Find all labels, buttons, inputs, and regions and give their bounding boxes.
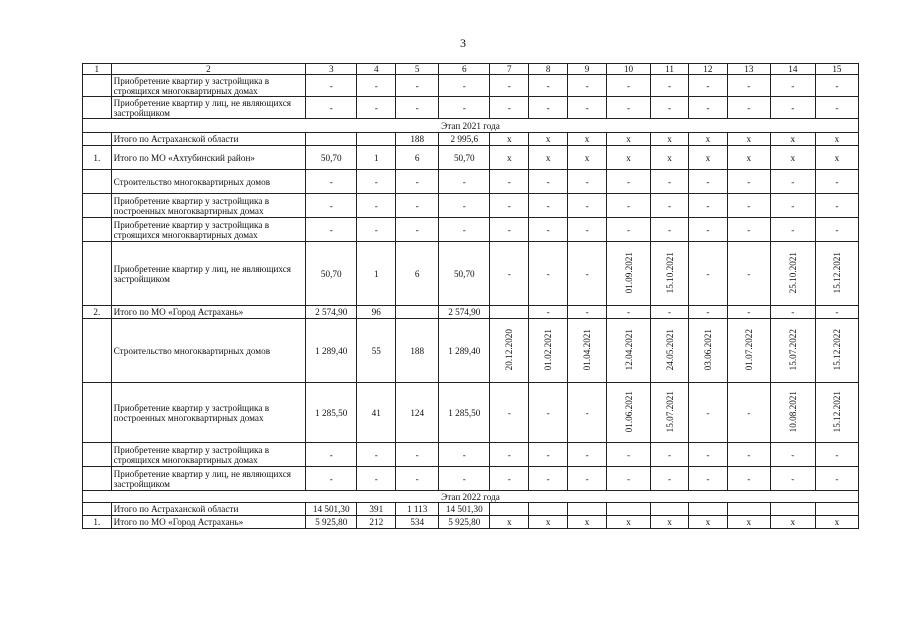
value-cell: x <box>770 133 815 146</box>
value-cell: - <box>688 170 727 194</box>
value-cell: 534 <box>396 516 439 529</box>
value-cell: x <box>815 133 858 146</box>
row-number-cell <box>83 170 112 194</box>
value-cell: 124 <box>396 383 439 443</box>
value-cell: 55 <box>357 319 396 383</box>
row-number-cell <box>83 97 112 119</box>
value-cell: 5 925,80 <box>439 516 490 529</box>
value-cell: 1 <box>357 146 396 170</box>
value-cell: - <box>688 218 727 242</box>
value-cell: - <box>727 383 770 443</box>
date-value: 24.05.2021 <box>664 328 675 371</box>
value-cell: - <box>770 97 815 119</box>
value-cell: x <box>607 146 651 170</box>
column-number-cell: 10 <box>607 64 651 75</box>
value-cell: - <box>651 75 689 97</box>
value-cell: 50,70 <box>439 146 490 170</box>
date-value: 15.07.2021 <box>664 390 675 433</box>
value-cell <box>357 133 396 146</box>
value-cell <box>688 503 727 516</box>
value-cell: 188 <box>396 133 439 146</box>
column-number-cell: 13 <box>727 64 770 75</box>
value-cell: - <box>815 218 858 242</box>
value-cell: - <box>688 194 727 218</box>
value-cell: - <box>357 170 396 194</box>
row-number-cell <box>83 218 112 242</box>
value-cell <box>770 242 815 306</box>
table-row <box>83 146 859 170</box>
value-cell: 50,70 <box>306 242 357 306</box>
value-cell: - <box>490 75 529 97</box>
value-cell: 1 285,50 <box>306 383 357 443</box>
value-cell <box>651 503 689 516</box>
table-body <box>83 64 859 529</box>
value-cell: - <box>815 194 858 218</box>
value-cell: - <box>568 306 607 319</box>
row-name-cell: Итого по Астраханской области <box>111 133 306 146</box>
value-cell: - <box>688 75 727 97</box>
column-number-cell: 1 <box>83 64 112 75</box>
value-cell: - <box>651 194 689 218</box>
column-number-cell: 15 <box>815 64 858 75</box>
column-number-cell: 9 <box>568 64 607 75</box>
date-value: 01.09.2021 <box>623 251 634 294</box>
value-cell: - <box>607 306 651 319</box>
date-value: 15.07.2022 <box>787 328 798 371</box>
value-cell: - <box>688 383 727 443</box>
value-cell: - <box>357 75 396 97</box>
value-cell: x <box>651 133 689 146</box>
row-number-cell: 1. <box>83 146 112 170</box>
value-cell: - <box>815 170 858 194</box>
value-cell: x <box>651 146 689 170</box>
column-number-row <box>83 64 859 75</box>
row-name-cell: Приобретение квартир у лиц, не являющихся застройщиком <box>111 242 306 306</box>
value-cell: - <box>770 306 815 319</box>
value-cell: x <box>727 146 770 170</box>
value-cell: - <box>688 242 727 306</box>
value-cell: - <box>490 242 529 306</box>
value-cell: x <box>770 516 815 529</box>
date-value: 10.08.2021 <box>787 390 798 433</box>
value-cell: 391 <box>357 503 396 516</box>
value-cell: - <box>727 170 770 194</box>
value-cell: - <box>568 97 607 119</box>
value-cell: - <box>439 194 490 218</box>
value-cell: - <box>568 170 607 194</box>
value-cell: - <box>529 242 568 306</box>
value-cell: - <box>607 218 651 242</box>
date-value: 01.06.2021 <box>623 390 634 433</box>
row-number-cell <box>83 467 112 491</box>
row-name-cell: Приобретение квартир у застройщика в строящихся многоквартирных домах <box>111 443 306 467</box>
value-cell: - <box>688 306 727 319</box>
row-number-cell <box>83 319 112 383</box>
value-cell: x <box>815 146 858 170</box>
value-cell: - <box>396 75 439 97</box>
row-number-cell <box>83 383 112 443</box>
value-cell: 14 501,30 <box>439 503 490 516</box>
column-number-cell: 14 <box>770 64 815 75</box>
value-cell: - <box>529 194 568 218</box>
value-cell: - <box>396 467 439 491</box>
table-row <box>83 194 859 218</box>
value-cell: - <box>770 194 815 218</box>
row-name-cell: Приобретение квартир у застройщика в строящихся многоквартирных домах <box>111 218 306 242</box>
value-cell: - <box>727 306 770 319</box>
value-cell: - <box>770 218 815 242</box>
value-cell <box>770 503 815 516</box>
table-row <box>83 516 859 529</box>
value-cell: - <box>439 75 490 97</box>
value-cell: - <box>770 443 815 467</box>
value-cell <box>490 319 529 383</box>
value-cell: - <box>396 170 439 194</box>
value-cell: - <box>815 306 858 319</box>
column-number-cell: 12 <box>688 64 727 75</box>
value-cell: - <box>651 97 689 119</box>
value-cell: - <box>568 194 607 218</box>
table-row <box>83 170 859 194</box>
value-cell: x <box>490 516 529 529</box>
row-name-cell: Приобретение квартир у лиц, не являющихся застройщиком <box>111 97 306 119</box>
row-number-cell: 1. <box>83 516 112 529</box>
value-cell: - <box>727 97 770 119</box>
value-cell <box>306 133 357 146</box>
value-cell: - <box>306 467 357 491</box>
value-cell: - <box>439 467 490 491</box>
value-cell: 2 995,6 <box>439 133 490 146</box>
value-cell: 212 <box>357 516 396 529</box>
value-cell: - <box>651 467 689 491</box>
value-cell: - <box>568 75 607 97</box>
column-number-cell: 3 <box>306 64 357 75</box>
value-cell <box>568 319 607 383</box>
value-cell: - <box>607 97 651 119</box>
value-cell: - <box>357 194 396 218</box>
page-number: 3 <box>460 36 466 50</box>
table-row <box>83 503 859 516</box>
value-cell: - <box>396 97 439 119</box>
value-cell: - <box>306 194 357 218</box>
value-cell: 96 <box>357 306 396 319</box>
value-cell: x <box>770 146 815 170</box>
stage-label: Этап 2022 года <box>83 491 859 503</box>
value-cell <box>815 242 858 306</box>
row-number-cell <box>83 503 112 516</box>
value-cell: - <box>490 443 529 467</box>
value-cell: 50,70 <box>306 146 357 170</box>
value-cell <box>651 319 689 383</box>
value-cell: 41 <box>357 383 396 443</box>
stage-row <box>83 119 859 133</box>
value-cell: - <box>529 170 568 194</box>
row-name-cell: Приобретение квартир у лиц, не являющихся застройщиком <box>111 467 306 491</box>
value-cell: - <box>396 218 439 242</box>
value-cell <box>815 383 858 443</box>
row-name-cell: Итого по МО «Город Астрахань» <box>111 306 306 319</box>
value-cell: 1 285,50 <box>439 383 490 443</box>
date-value: 15.12.2021 <box>831 251 842 294</box>
value-cell <box>529 319 568 383</box>
value-cell <box>815 319 858 383</box>
row-name-cell: Приобретение квартир у застройщика в построенных многоквартирных домах <box>111 383 306 443</box>
value-cell: - <box>651 218 689 242</box>
value-cell: - <box>607 194 651 218</box>
value-cell <box>529 503 568 516</box>
row-name-cell: Приобретение квартир у застройщика в строящихся многоквартирных домах <box>111 75 306 97</box>
row-name-cell: Приобретение квартир у застройщика в построенных многоквартирных домах <box>111 194 306 218</box>
value-cell: x <box>607 516 651 529</box>
date-value: 01.07.2022 <box>743 328 754 371</box>
value-cell: - <box>529 383 568 443</box>
row-number-cell <box>83 194 112 218</box>
value-cell: - <box>651 306 689 319</box>
value-cell: 2 574,90 <box>306 306 357 319</box>
value-cell: - <box>607 443 651 467</box>
row-name-cell: Итого по МО «Город Астрахань» <box>111 516 306 529</box>
value-cell: x <box>815 516 858 529</box>
table-row <box>83 467 859 491</box>
value-cell: x <box>688 516 727 529</box>
row-number-cell <box>83 75 112 97</box>
value-cell: x <box>727 133 770 146</box>
column-number-cell: 4 <box>357 64 396 75</box>
value-cell: - <box>439 170 490 194</box>
value-cell: - <box>815 443 858 467</box>
stage-label: Этап 2021 года <box>83 119 859 133</box>
value-cell <box>651 383 689 443</box>
value-cell: - <box>727 467 770 491</box>
stage-row <box>83 491 859 503</box>
value-cell: x <box>607 133 651 146</box>
value-cell: x <box>651 516 689 529</box>
value-cell <box>607 383 651 443</box>
value-cell: x <box>568 516 607 529</box>
value-cell <box>607 319 651 383</box>
column-number-cell: 7 <box>490 64 529 75</box>
value-cell <box>688 319 727 383</box>
value-cell: - <box>439 443 490 467</box>
value-cell: - <box>727 194 770 218</box>
table-row <box>83 75 859 97</box>
date-value: 01.02.2021 <box>543 328 554 371</box>
table-row <box>83 306 859 319</box>
value-cell: - <box>688 97 727 119</box>
date-value: 20.12.2020 <box>504 328 515 371</box>
value-cell: - <box>529 218 568 242</box>
value-cell <box>651 242 689 306</box>
value-cell: - <box>306 97 357 119</box>
value-cell: - <box>357 443 396 467</box>
value-cell: - <box>490 218 529 242</box>
value-cell <box>607 242 651 306</box>
value-cell: - <box>439 218 490 242</box>
table-row <box>83 97 859 119</box>
value-cell: - <box>770 467 815 491</box>
value-cell: - <box>396 443 439 467</box>
value-cell: - <box>568 443 607 467</box>
value-cell: - <box>568 467 607 491</box>
value-cell: - <box>490 383 529 443</box>
row-number-cell <box>83 443 112 467</box>
value-cell: - <box>490 170 529 194</box>
table-row <box>83 133 859 146</box>
value-cell: x <box>529 146 568 170</box>
value-cell: x <box>727 516 770 529</box>
value-cell: - <box>688 467 727 491</box>
value-cell: - <box>529 97 568 119</box>
date-value: 15.12.2021 <box>831 390 842 433</box>
table-row <box>83 383 859 443</box>
value-cell <box>815 503 858 516</box>
value-cell: - <box>439 97 490 119</box>
value-cell: - <box>727 242 770 306</box>
value-cell: - <box>770 75 815 97</box>
value-cell: - <box>815 467 858 491</box>
date-value: 15.12.2022 <box>831 328 842 371</box>
value-cell: - <box>529 75 568 97</box>
value-cell: - <box>651 443 689 467</box>
value-cell: x <box>490 146 529 170</box>
value-cell: - <box>815 97 858 119</box>
row-name-cell: Итого по Астраханской области <box>111 503 306 516</box>
value-cell <box>727 503 770 516</box>
value-cell: 1 <box>357 242 396 306</box>
date-value: 25.10.2021 <box>787 251 798 294</box>
value-cell: - <box>568 242 607 306</box>
value-cell: - <box>306 75 357 97</box>
value-cell: 6 <box>396 146 439 170</box>
value-cell: x <box>529 133 568 146</box>
value-cell: - <box>357 97 396 119</box>
value-cell: - <box>490 467 529 491</box>
value-cell: - <box>770 170 815 194</box>
value-cell: 14 501,30 <box>306 503 357 516</box>
value-cell: - <box>815 75 858 97</box>
value-cell <box>490 503 529 516</box>
row-number-cell: 2. <box>83 306 112 319</box>
value-cell: - <box>688 443 727 467</box>
value-cell: 1 113 <box>396 503 439 516</box>
date-value: 03.06.2021 <box>702 328 713 371</box>
value-cell: x <box>688 133 727 146</box>
value-cell: 2 574,90 <box>439 306 490 319</box>
value-cell: x <box>688 146 727 170</box>
row-number-cell <box>83 133 112 146</box>
value-cell <box>490 306 529 319</box>
value-cell: - <box>727 218 770 242</box>
date-value: 12.04.2021 <box>623 328 634 371</box>
value-cell: - <box>651 170 689 194</box>
value-cell <box>568 503 607 516</box>
value-cell: - <box>529 467 568 491</box>
value-cell: x <box>529 516 568 529</box>
table-row <box>83 319 859 383</box>
value-cell: - <box>607 170 651 194</box>
column-number-cell: 11 <box>651 64 689 75</box>
value-cell: - <box>568 218 607 242</box>
value-cell: - <box>529 443 568 467</box>
row-name-cell: Итого по МО «Ахтубинский район» <box>111 146 306 170</box>
value-cell <box>396 306 439 319</box>
value-cell: 6 <box>396 242 439 306</box>
table-row <box>83 218 859 242</box>
row-number-cell <box>83 242 112 306</box>
value-cell: - <box>357 218 396 242</box>
column-number-cell: 5 <box>396 64 439 75</box>
value-cell: - <box>727 75 770 97</box>
value-cell <box>770 383 815 443</box>
value-cell: - <box>529 306 568 319</box>
date-value: 15.10.2021 <box>664 251 675 294</box>
value-cell: - <box>357 467 396 491</box>
date-value: 01.04.2021 <box>582 328 593 371</box>
program-schedule-table <box>82 63 859 529</box>
value-cell: - <box>490 194 529 218</box>
column-number-cell: 8 <box>529 64 568 75</box>
column-number-cell: 2 <box>111 64 306 75</box>
value-cell: - <box>306 443 357 467</box>
table-row <box>83 443 859 467</box>
row-name-cell: Строительство многоквартирных домов <box>111 170 306 194</box>
value-cell: 1 289,40 <box>439 319 490 383</box>
value-cell <box>770 319 815 383</box>
value-cell: - <box>306 218 357 242</box>
value-cell: - <box>727 443 770 467</box>
value-cell <box>727 319 770 383</box>
value-cell: x <box>568 146 607 170</box>
value-cell: 188 <box>396 319 439 383</box>
value-cell: - <box>607 467 651 491</box>
value-cell: 50,70 <box>439 242 490 306</box>
value-cell: x <box>490 133 529 146</box>
row-name-cell: Строительство многоквартирных домов <box>111 319 306 383</box>
value-cell: - <box>396 194 439 218</box>
value-cell: - <box>568 383 607 443</box>
value-cell: 5 925,80 <box>306 516 357 529</box>
column-number-cell: 6 <box>439 64 490 75</box>
value-cell: - <box>490 97 529 119</box>
value-cell: x <box>568 133 607 146</box>
table-row <box>83 242 859 306</box>
value-cell: 1 289,40 <box>306 319 357 383</box>
value-cell: - <box>607 75 651 97</box>
value-cell <box>607 503 651 516</box>
value-cell: - <box>306 170 357 194</box>
